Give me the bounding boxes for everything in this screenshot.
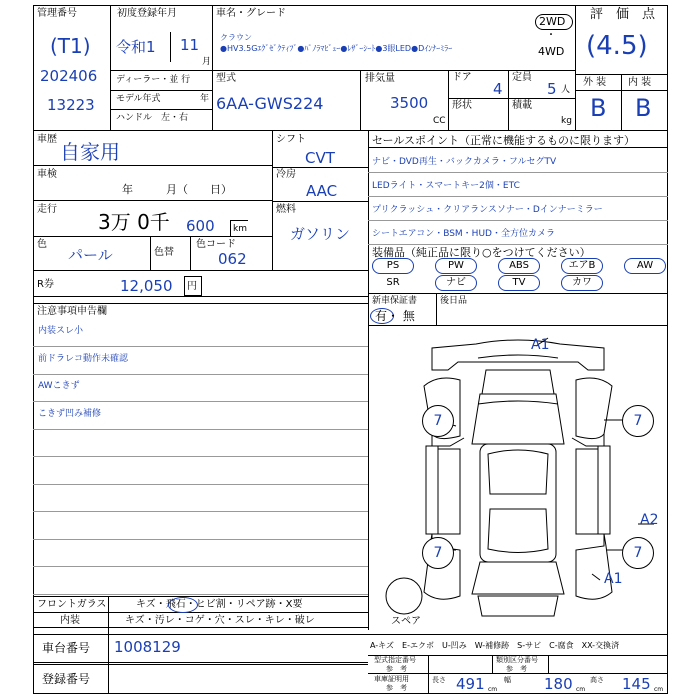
grid-line: [575, 5, 576, 130]
equipment-item: ABS: [498, 258, 540, 274]
sales-rule: [368, 244, 668, 245]
shape-label: 形状: [452, 100, 472, 111]
sales-points-label: セールスポイント（正常に機能するものに限ります）: [372, 134, 636, 147]
note-rule: [33, 566, 368, 567]
damage-legend: A-キズ E-エクボ U-凹み W-補修跡 S-サビ C-腐食 XX-交換済: [370, 641, 620, 650]
diagram-mark-rear: A1: [604, 571, 623, 587]
grid-line: [360, 70, 361, 130]
grid-line: [33, 236, 272, 237]
name-line-2: ●HV3.5Gｴｸﾞｾﾞｸﾃｨﾌﾞ●ﾊﾟﾉﾗﾏﾋﾞｭｰ●ﾚｻﾞｰｼｰﾄ●3眼LED●Dｲﾝﾅｰﾐﾗｰ: [220, 44, 453, 53]
model-year-label: モデル年式: [116, 94, 161, 104]
diagram-mark-right: A2: [640, 512, 659, 528]
eval-label: 評 価 点: [590, 7, 656, 22]
eval-value: (4.5): [586, 31, 648, 61]
sales-rule: [368, 196, 668, 197]
color-label: 色: [37, 239, 47, 250]
grid-line: [108, 596, 109, 694]
usage-label: 車歴: [37, 134, 57, 145]
chassis-value: 1008129: [114, 638, 181, 656]
grid-line: [272, 167, 368, 168]
grid-line: [33, 612, 368, 613]
kanri-label: 管理番号: [37, 8, 77, 19]
front-glass-value: キズ・飛石・ヒビ割・リペア跡・X要: [136, 599, 303, 610]
note-line: こきず凹み補修: [38, 408, 102, 419]
grid-line: [428, 655, 429, 694]
katashiki-value: 6AA-GWS224: [216, 94, 324, 113]
grid-line: [33, 130, 668, 131]
interior-cond-label: 内装: [60, 615, 80, 626]
first-reg-month: 11: [180, 36, 200, 54]
name-line-1: クラウン: [220, 33, 252, 42]
grid-line: [212, 70, 575, 71]
interior-value: B: [635, 94, 652, 122]
spare-label: スペア: [391, 616, 421, 627]
inspection-value: 年 月（ 日）: [122, 183, 232, 196]
equipment-item: カワ: [561, 275, 603, 291]
width-unit: cm: [576, 686, 586, 693]
door-value: 4: [493, 80, 503, 98]
displacement-label: 排気量: [365, 73, 395, 84]
cert-sub: 参 考: [386, 684, 407, 692]
front-glass-circle: [168, 597, 198, 613]
mileage-extra: 600: [186, 217, 215, 235]
front-glass-label: フロントガラス: [37, 599, 107, 610]
grid-line: [33, 200, 272, 201]
drive-2wd: 2WD: [539, 15, 566, 28]
sales-rule: [368, 220, 668, 221]
mileage-value: 3万 0千: [98, 210, 170, 234]
note-rule: [33, 539, 368, 540]
ac-value: AAC: [306, 182, 338, 200]
exterior-value: B: [590, 94, 607, 122]
note-line: AWこきず: [38, 381, 80, 391]
recycle-unit: 円: [187, 281, 197, 292]
grid-line: [448, 70, 449, 130]
grid-line: [212, 5, 213, 130]
shift-value: CVT: [305, 149, 335, 167]
height-label: 高さ: [590, 676, 604, 684]
sales-point-line: ナビ・DVD再生・バックカメラ・フルセグTV: [372, 157, 557, 167]
grid-line: [33, 270, 368, 271]
equipment-item: エアB: [561, 258, 603, 274]
capacity-value: 5: [547, 80, 557, 98]
grid-line: [33, 662, 368, 663]
color-code-label: 色コード: [196, 239, 236, 250]
notes-label: 注意事項申告欄: [37, 306, 107, 317]
color-value: パール: [68, 246, 113, 264]
color-change-label: 色替: [154, 247, 174, 258]
door-label: ドア: [452, 72, 472, 83]
note-rule: [33, 484, 368, 485]
sales-point-line: プリクラッシュ・クリアランスソナー・Dインナーミラー: [372, 205, 603, 215]
ac-label: 冷房: [276, 169, 296, 180]
note-rule: [33, 346, 368, 347]
grid-line: [110, 90, 212, 91]
grid-line: [110, 109, 212, 110]
grid-line: [368, 147, 668, 148]
diagram-mark-fl: 7: [422, 405, 454, 437]
equipment-item: PS: [372, 258, 414, 274]
grid-line: [621, 74, 622, 130]
dealer-label: ディーラー・並 行: [116, 75, 191, 85]
grid-line: [436, 293, 437, 325]
fuel-label: 燃料: [276, 204, 296, 215]
grid-line: [368, 325, 668, 326]
kanri-value-2: 202406: [40, 67, 98, 85]
grid-line: [170, 32, 171, 62]
exterior-label: 外 装: [583, 77, 607, 88]
warranty-label: 新車保証書: [372, 296, 418, 306]
note-rule: [33, 401, 368, 402]
height-unit: cm: [654, 686, 664, 693]
grid-line: [33, 634, 668, 635]
class-sub: 参 考: [506, 665, 527, 673]
note-rule: [33, 511, 368, 512]
recycle-value: 12,050: [120, 277, 173, 295]
kanri-value-3: 13223: [47, 96, 95, 114]
grid-line: [190, 236, 191, 270]
sales-rule: [368, 172, 668, 173]
grid-line: [110, 5, 111, 130]
grid-line: [272, 201, 368, 202]
capacity-unit: 人: [561, 85, 571, 95]
first-reg-month-unit: 月: [202, 57, 212, 67]
grid-line: [492, 655, 493, 673]
capacity-label: 定員: [512, 72, 532, 83]
katashiki-label: 型式: [216, 73, 236, 84]
grid-line: [448, 98, 575, 99]
handle-label: ハンドル 左・右: [116, 113, 189, 123]
mileage-label: 走行: [37, 204, 57, 215]
load-unit: kg: [561, 116, 572, 126]
first-reg-label: 初度登録年月: [117, 8, 177, 19]
note-line: 前ドラレコ動作未確認: [38, 353, 129, 364]
width-label: 幅: [504, 676, 511, 684]
type-approval-label: 型式指定番号: [374, 656, 416, 664]
shift-label: シフト: [276, 134, 306, 145]
warranty-date-label: 後日品: [440, 296, 468, 306]
diagram-mark-fr: 7: [622, 405, 654, 437]
length-label: 長さ: [432, 676, 446, 684]
note-line: 内装スレ小: [38, 326, 84, 336]
usage-value: 自家用: [60, 140, 120, 164]
drive-4wd: 4WD: [538, 45, 565, 58]
cert-label: 車庫証明用: [374, 675, 409, 683]
diagram-mark-rr: 7: [622, 537, 654, 569]
note-rule: [33, 594, 368, 595]
width-value: 180: [544, 675, 573, 693]
recycle-label: R券: [37, 279, 54, 290]
type-approval-sub: 参 考: [386, 665, 407, 673]
first-reg-era: 令和1: [116, 38, 156, 56]
grid-line: [33, 664, 368, 665]
grid-line: [33, 596, 368, 597]
equipment-label: 装備品（純正品に限り○をつけてください）: [372, 246, 591, 259]
grid-line: [150, 236, 151, 270]
interior-cond-value: キズ・汚レ・コゲ・穴・スレ・キレ・破レ: [125, 615, 315, 626]
load-label: 積載: [512, 100, 532, 111]
length-unit: cm: [488, 686, 498, 693]
diagram-mark-rl: 7: [422, 537, 454, 569]
note-rule: [33, 374, 368, 375]
mileage-unit: km: [233, 224, 247, 234]
model-year-unit: 年: [200, 94, 210, 104]
grid-line: [33, 296, 368, 297]
mileage-unit-box: [230, 220, 248, 236]
displacement-value: 3500: [390, 94, 429, 112]
interior-label: 内 装: [628, 77, 652, 88]
note-rule: [33, 456, 368, 457]
grid-line: [272, 130, 273, 270]
equipment-item: PW: [435, 258, 477, 274]
grid-line: [548, 655, 549, 673]
sales-point-line: シートエアコン・BSM・HUD・全方位カメラ: [372, 229, 555, 239]
equipment-item: SR: [386, 277, 400, 288]
name-label: 車名・グレード: [216, 8, 286, 19]
grid-line: [368, 293, 668, 294]
diagram-mark-front: A1: [531, 337, 550, 353]
grid-line: [110, 70, 212, 71]
color-code-value: 062: [218, 250, 247, 268]
fuel-value: ガソリン: [290, 225, 351, 243]
grid-line: [368, 673, 668, 674]
drive-dot: ・: [546, 30, 556, 41]
inspection-label: 車検: [37, 169, 57, 180]
car-diagram: [368, 334, 668, 624]
height-value: 145: [622, 675, 651, 693]
grid-line: [33, 165, 272, 166]
grid-line: [508, 70, 509, 130]
equipment-item: AW: [624, 258, 666, 274]
reg-label: 登録番号: [42, 672, 91, 686]
kanri-value-1: (T1): [50, 34, 91, 58]
equipment-item: ナビ: [435, 275, 477, 291]
equipment-item: TV: [498, 275, 540, 291]
warranty-value: 有・ 無: [375, 309, 415, 323]
note-rule: [33, 429, 368, 430]
class-label: 類別区分番号: [496, 656, 538, 664]
chassis-label: 車台番号: [42, 641, 91, 655]
grid-line: [33, 627, 368, 628]
sales-point-line: LEDライト・スマートキー2個・ETC: [372, 181, 520, 191]
length-value: 491: [456, 675, 485, 693]
displacement-unit: CC: [433, 116, 446, 126]
grid-line: [33, 303, 368, 304]
